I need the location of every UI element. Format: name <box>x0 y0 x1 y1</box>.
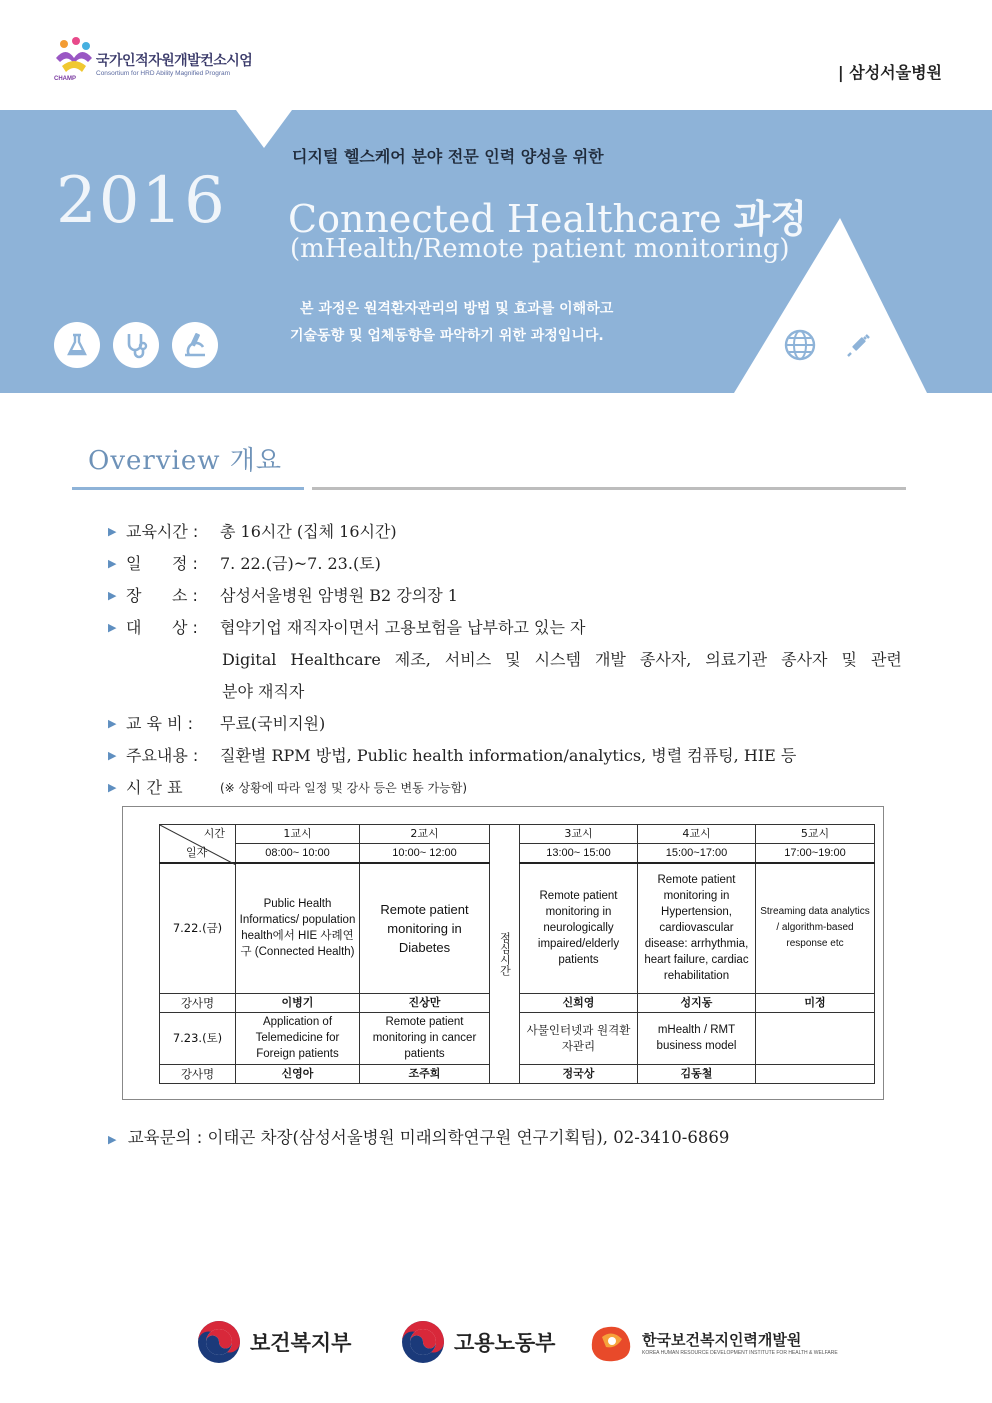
info-row-target-cont2 <box>108 676 908 708</box>
info-label: 주요내용 : <box>126 746 199 765</box>
bullet-arrow-icon: ▶ <box>108 557 117 570</box>
bullet-arrow-icon: ▶ <box>108 717 117 730</box>
course-banner <box>0 110 992 393</box>
org-title: 국가인적자원개발컨소시엄 <box>96 53 253 69</box>
taegeuk-icon <box>400 1319 446 1365</box>
session-cell: Application of Telemedicine for Foreign patients <box>236 1012 360 1064</box>
khrdi-logo <box>586 1318 838 1366</box>
info-label: 장 소 : <box>126 586 198 605</box>
info-row-target <box>108 612 908 644</box>
time-header: 08:00~ 10:00 <box>236 844 360 864</box>
session-cell: Remote patient monitoring in Diabetes <box>360 863 490 993</box>
lecturer-name: 성지동 <box>638 993 756 1012</box>
consortium-logo <box>50 36 290 92</box>
org-subtitle: Consortium for HRD Ability Magnified Program <box>96 70 231 77</box>
info-value: 삼성서울병원 암병원 B2 강의장 1 <box>220 586 458 605</box>
info-row-timetable <box>108 772 908 804</box>
banner-subheading: 디지털 헬스케어 분야 전문 인력 양성을 위한 <box>292 147 604 166</box>
bullet-arrow-icon: ▶ <box>108 621 117 634</box>
lecturer-label: 강사명 <box>160 993 236 1012</box>
bullet-arrow-icon: ▶ <box>108 749 117 762</box>
banner-title-en: Connected Healthcare <box>288 197 722 241</box>
ministry-labor-logo <box>400 1318 555 1366</box>
date-cell: 7.23.(토) <box>160 1012 236 1064</box>
info-row-location <box>108 580 908 612</box>
logo1-text: 보건복지부 <box>250 1331 352 1355</box>
time-header: 10:00~ 12:00 <box>360 844 490 864</box>
globe-icon <box>777 322 823 368</box>
champ-figures-icon <box>52 36 96 80</box>
hospital-name: | 삼성서울병원 <box>837 63 942 82</box>
inquiry-line <box>108 1124 729 1148</box>
banner-description <box>290 296 613 350</box>
period-header: 3교시 <box>520 825 638 844</box>
banner-desc-line1: 본 과정은 원격환자관리의 방법 및 효과를 이해하고 <box>300 301 614 317</box>
info-value: 질환별 RPM 방법, Public health information/analytics, 병렬 컴퓨팅, HIE 등 <box>220 746 797 765</box>
time-header: 15:00~17:00 <box>638 844 756 864</box>
ministry-health-logo <box>196 1318 351 1366</box>
bullet-arrow-icon: ▶ <box>108 781 117 794</box>
table-header-row <box>160 825 875 844</box>
target-continuation-2: 분야 재직자 <box>222 682 305 701</box>
period-header: 2교시 <box>360 825 490 844</box>
champ-badge: CHAMP <box>54 76 76 82</box>
bullet-arrow-icon: ▶ <box>108 589 117 602</box>
flask-icon <box>54 322 100 368</box>
lecturer-name: 신희영 <box>520 993 638 1012</box>
info-value: 7. 22.(금)~7. 23.(토) <box>220 554 381 573</box>
bullet-arrow-icon: ▶ <box>108 1133 117 1146</box>
banner-title-kr: 과정 <box>733 197 808 241</box>
stethoscope-icon <box>113 322 159 368</box>
lecturer-name: 미정 <box>756 993 875 1012</box>
lecturer-name: 이병기 <box>236 993 360 1012</box>
info-label: 대 상 : <box>126 618 198 637</box>
period-header: 5교시 <box>756 825 875 844</box>
session-cell: 사물인터넷과 원격환자관리 <box>520 1012 638 1064</box>
table-corner-cell: 시간 일자 <box>160 825 236 864</box>
info-row-content <box>108 740 908 772</box>
timetable-note: (※ 상황에 따라 일정 및 강사 등은 변동 가능함) <box>220 781 467 795</box>
lunch-column: 점심시간 <box>490 825 520 1084</box>
info-label: 일 정 : <box>126 554 198 573</box>
banner-year: 2016 <box>56 164 227 238</box>
info-label: 교 육 비 : <box>126 714 194 733</box>
session-cell: Remote patient monitoring in Hypertension, cardiovascular disease: arrhythmia, heart failure, cardiac rehabilitation <box>638 863 756 993</box>
info-row-time <box>108 516 908 548</box>
overview-heading: Overview 개요 <box>88 446 282 476</box>
khrdi-emblem-icon <box>586 1319 636 1365</box>
schedule-table <box>159 824 875 1084</box>
info-label: 시 간 표 <box>126 778 183 797</box>
info-row-fee <box>108 708 908 740</box>
inquiry-label: 교육문의 : <box>127 1128 203 1147</box>
lecturer-name: 조주희 <box>360 1064 490 1083</box>
session-cell: Streaming data analytics / algorithm-based response etc <box>756 863 875 993</box>
schedule-table-frame <box>122 806 884 1100</box>
bullet-arrow-icon: ▶ <box>108 525 117 538</box>
lecturer-name: 진상만 <box>360 993 490 1012</box>
heading-divider-blue <box>72 487 304 490</box>
date-cell: 7.22.(금) <box>160 863 236 993</box>
lecturer-name: 정국상 <box>520 1064 638 1083</box>
period-header: 1교시 <box>236 825 360 844</box>
inquiry-value: 이태곤 차장(삼성서울병원 미래의학연구원 연구기획팀), 02-3410-6869 <box>207 1128 730 1147</box>
time-header: 13:00~ 15:00 <box>520 844 638 864</box>
course-info-list <box>108 516 908 804</box>
info-value: 협약기업 재직자이면서 고용보험을 납부하고 있는 자 <box>220 618 586 637</box>
lecturer-name: 김동철 <box>638 1064 756 1083</box>
session-cell: mHealth / RMT business model <box>638 1012 756 1064</box>
logo3-subtext: KOREA HUMAN RESOURCE DEVELOPMENT INSTITUTE FOR HEALTH & WELFARE <box>642 1349 838 1356</box>
info-value: 총 16시간 (집체 16시간) <box>220 522 397 541</box>
lecturer-label: 강사명 <box>160 1064 236 1083</box>
period-header: 4교시 <box>638 825 756 844</box>
info-label: 교육시간 : <box>126 522 199 541</box>
lecturer-name <box>756 1064 875 1083</box>
info-value: 무료(국비지원) <box>220 714 326 733</box>
info-row-schedule <box>108 548 908 580</box>
session-cell: Remote patient monitoring in neurologically impaired/elderly patients <box>520 863 638 993</box>
time-header: 17:00~19:00 <box>756 844 875 864</box>
lecturer-name: 신영아 <box>236 1064 360 1083</box>
microscope-icon <box>172 322 218 368</box>
logo2-text: 고용노동부 <box>454 1331 556 1355</box>
heading-divider-gray <box>312 487 906 490</box>
session-cell: Remote patient monitoring in cancer patients <box>360 1012 490 1064</box>
target-continuation: Digital Healthcare 제조, 서비스 및 시스템 개발 종사자, 의료기관 종사자 및 관련 <box>222 650 902 669</box>
session-cell <box>756 1012 875 1064</box>
syringe-icon <box>835 322 881 368</box>
banner-desc-line2: 기술동향 및 업체동향을 파악하기 위한 과정입니다. <box>290 328 604 344</box>
session-cell: Public Health Informatics/ population health에서 HIE 사례연구 (Connected Health) <box>236 863 360 993</box>
banner-subtitle: (mHealth/Remote patient monitoring) <box>290 234 790 264</box>
taegeuk-icon <box>196 1319 242 1365</box>
info-row-target-cont <box>108 644 908 676</box>
logo3-text: 한국보건복지인력개발원 <box>642 1330 802 1349</box>
